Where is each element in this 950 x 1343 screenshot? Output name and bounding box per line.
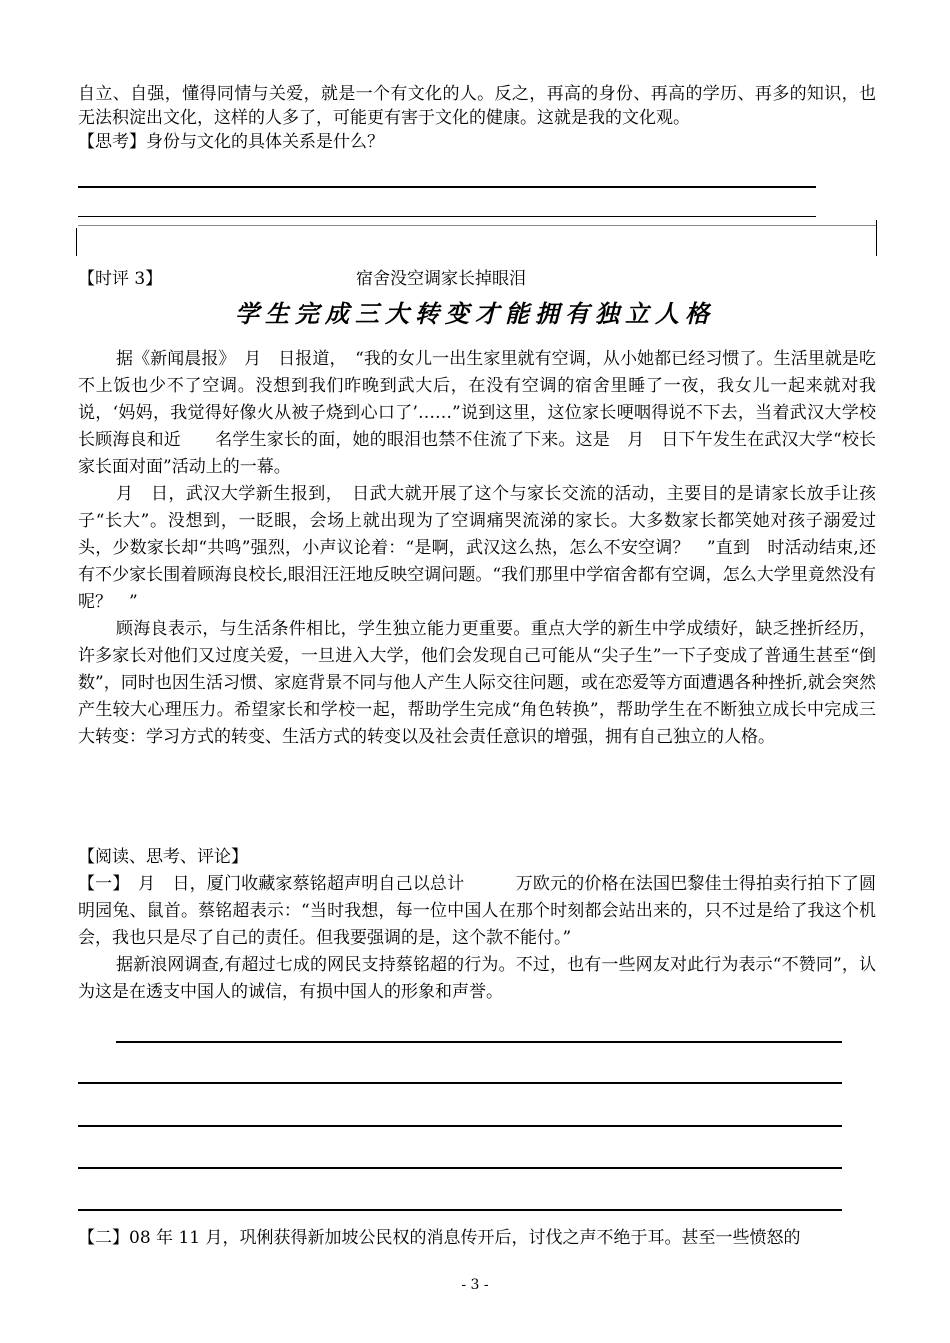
section-divider — [78, 225, 876, 226]
frame-edge-left — [76, 228, 77, 256]
answer-line — [116, 1041, 842, 1043]
answer-line — [78, 1167, 842, 1169]
answer-line — [78, 1209, 842, 1211]
reading-heading: 【阅读、思考、评论】 — [78, 847, 248, 867]
article-body — [78, 346, 876, 751]
reading-item-two: 【二】08 年 11 月，巩俐获得新加坡公民权的消息传开后，讨伐之声不绝于耳。甚至一些愤怒的 — [78, 1228, 801, 1248]
reading-item-one: 【一】 月 日，厦门收藏家蔡铭超声明自己以总计 万欧元的价格在法国巴黎佳士得拍卖行拍下了圆明园兔、鼠首。蔡铭超表示：“当时我想，每一位中国人在那个时刻都会站出来的，只不过是给了我这个机会，我也只是尽了自己的责任。但我要强调的是，这个款不能付。” — [78, 874, 876, 948]
commentary-subheading: 宿舍没空调家长掉眼泪 — [356, 269, 526, 289]
reading-section — [78, 844, 876, 1006]
article-paragraph: 顾海良表示，与生活条件相比，学生独立能力更重要。重点大学的新生中学成绩好，缺乏挫折经历，许多家长对他们又过度关爱，一旦进入大学，他们会发现自己可能从“尖子生”一下子变成了普通生甚至“倒数”，同时也因生活习惯、家庭背景不同与他人产生人际交往问题，或在恋爱等方面遭遇各种挫折,就会突然产生较大心理压力。希望家长和学校一起，帮助学生完成“角色转换”，帮助学生在不断独立成长中完成三大转变：学习方式的转变、生活方式的转变以及社会责任意识的增强，拥有自己独立的人格。 — [78, 619, 876, 747]
answer-line — [78, 186, 816, 188]
answer-line — [78, 216, 816, 217]
page-number: - 3 - — [461, 1277, 489, 1293]
reading-item-one-survey: 据新浪网调查,有超过七成的网民支持蔡铭超的行为。不过，也有一些网友对此行为表示“不赞同”，认为这是在透支中国人的诚信，有损中国人的形象和声誉。 — [78, 955, 876, 1002]
intro-paragraph: 自立、自强，懂得同情与关爱，就是一个有文化的人。反之，再高的身份、再高的学历、再多的知识，也无法积淀出文化，这样的人多了，可能更有害于文化的健康。这就是我的文化观。 — [78, 84, 876, 128]
answer-line — [78, 1082, 842, 1084]
article-title: 学生完成三大转变才能拥有独立人格 — [235, 300, 715, 328]
article-paragraph: 月 日，武汉大学新生报到， 日武大就开展了这个与家长交流的活动，主要目的是请家长放手让孩子“长大”。没想到，一眨眼，会场上就出现为了空调痛哭流涕的家长。大多数家长都笑她对孩子溺爱过头，少数家长却“共鸣”强烈，小声议论着：“是啊，武汉这么热，怎么不安空调？ ”直到 时活动结束,还有不少家长围着顾海良校长,眼泪汪汪地反映空调问题。“我们那里中学宿舍都有空调，怎么大学里竟然没有呢？ ” — [78, 484, 876, 612]
frame-edge-right — [876, 220, 877, 256]
reflection-question: 【思考】身份与文化的具体关系是什么？ — [78, 132, 384, 152]
reading-item-two-section — [78, 1226, 876, 1250]
intro-section — [78, 82, 876, 154]
answer-line — [78, 1125, 842, 1127]
commentary-tag: 【时评 3】 — [78, 269, 163, 289]
article-paragraph: 据《新闻晨报》 月 日报道， “我的女儿一出生家里就有空调，从小她都已经习惯了。生活里就是吃不上饭也少不了空调。没想到我们昨晚到武大后，在没有空调的宿舍里睡了一夜，我女儿一起来就对我说，‘妈妈，我觉得好像火从被子烧到心口了’……”说到这里，这位家长哽咽得说不下去，当着武汉大学校长顾海良和近 名学生家长的面，她的眼泪也禁不住流了下来。这是 月 日下午发生在武汉大学“校长家长面对面”活动上的一幕。 — [78, 349, 876, 477]
